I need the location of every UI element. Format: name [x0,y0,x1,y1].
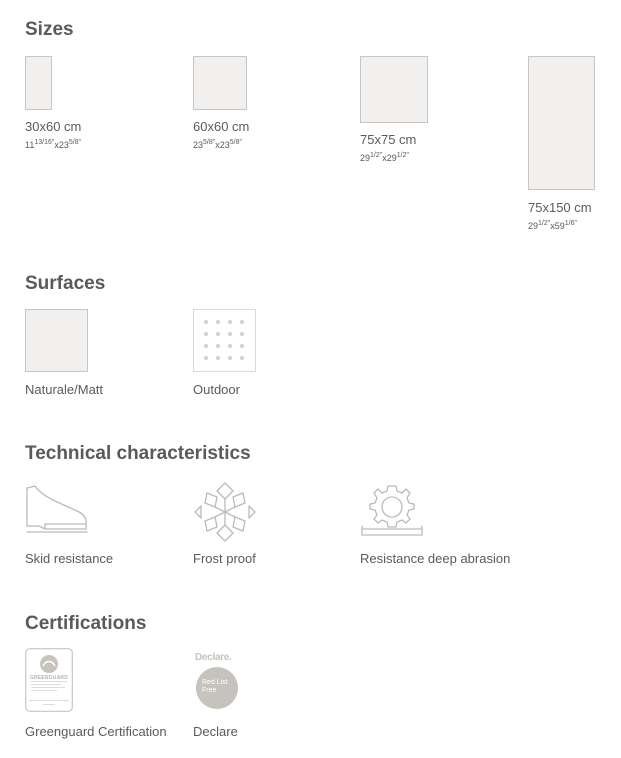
declare-badge-title: Declare. [195,652,232,663]
size-imperial: $29^{1/2"}x29^{1/2"}$ [360,152,409,163]
size-label: 30x60 cm [25,119,82,134]
declare-badge-icon [193,652,241,712]
certification-label: Greenguard Certification [25,724,167,739]
size-swatch-60x60 [193,56,247,110]
declare-badge-line1: Red List [202,679,228,686]
size-swatch-75x75 [360,56,428,123]
sizes-heading: Sizes [25,19,74,40]
gear-abrasion-icon [360,482,424,538]
surface-label: Naturale/Matt [25,382,104,397]
technical-label: Frost proof [193,551,256,566]
size-imperial: $29^{1/2"}x59^{1/6"}$ [528,220,577,231]
technical-label: Resistance deep abrasion [360,551,511,566]
size-imperial: $23^{5/8"}x23^{5/8"}$ [193,139,242,150]
size-imperial: $11^{13/16"}x23^{5/8"}$ [25,139,82,150]
declare-badge-circle [196,667,238,709]
greenguard-badge-text: GREENGUARD [29,675,69,681]
greenguard-badge-icon [25,648,73,712]
declare-badge-line2: Free [202,687,217,694]
surface-swatch-outdoor [193,309,256,372]
certification-label: Declare [193,724,238,739]
size-swatch-75x150 [528,56,595,190]
size-swatch-30x60 [25,56,52,110]
certifications-heading: Certifications [25,613,147,634]
shoe-icon [25,482,89,536]
size-label: 75x150 cm [528,200,592,215]
snowflake-icon [193,481,257,543]
surface-label: Outdoor [193,382,240,397]
size-label: 75x75 cm [360,132,417,147]
surfaces-heading: Surfaces [25,273,106,294]
technical-label: Skid resistance [25,551,114,566]
technical-heading: Technical characteristics [25,443,251,464]
dot-grid-icon [194,310,255,371]
size-label: 60x60 cm [193,119,250,134]
surface-swatch-naturale-matt [25,309,88,372]
